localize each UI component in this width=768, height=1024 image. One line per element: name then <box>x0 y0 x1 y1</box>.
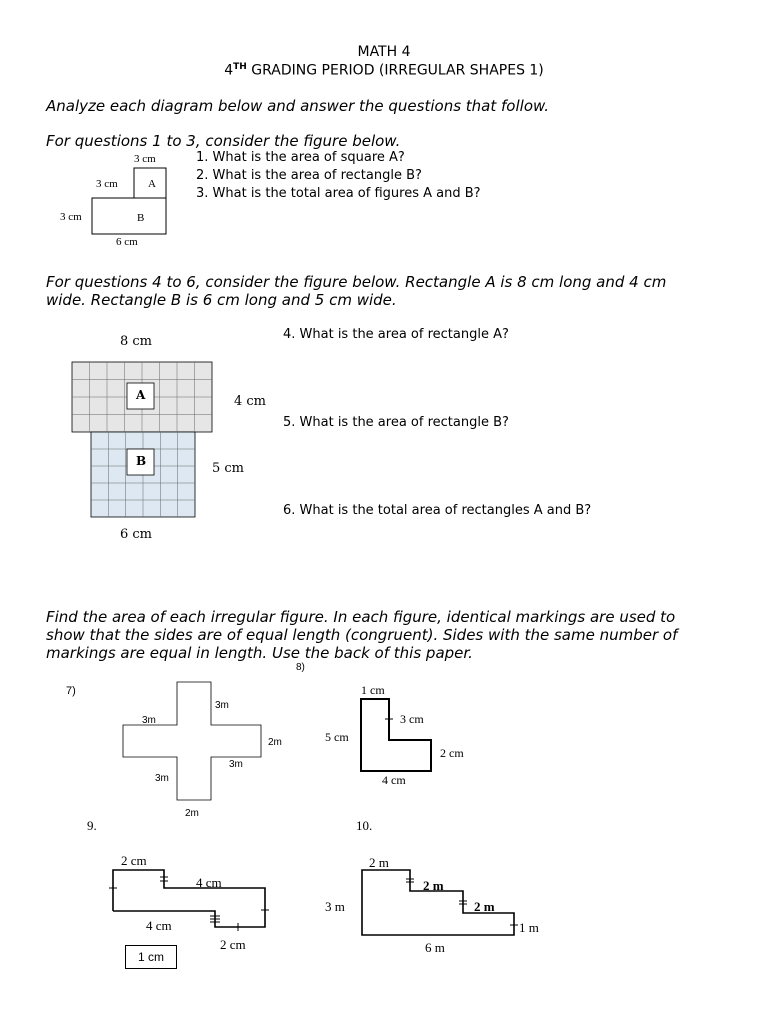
fig10-label-right: 1 m <box>519 920 539 935</box>
figure-9 <box>100 860 280 945</box>
question-3: 3. What is the total area of figures A and B? <box>196 186 481 201</box>
fig2-label-top: 8 cm <box>120 334 153 349</box>
fig9-box-label: 1 cm <box>125 945 177 969</box>
fig10-number: 10. <box>356 818 373 833</box>
figure-8 <box>355 695 445 775</box>
header-rest: GRADING PERIOD (IRREGULAR SHAPES 1) <box>246 62 544 79</box>
fig1-label-top: 3 cm <box>134 153 156 165</box>
fig7-label-5: 3m <box>155 773 169 784</box>
header-sup: TH <box>233 62 247 72</box>
find-instruction-3: markings are equal in length. Use the back of this paper. <box>46 644 473 662</box>
header-line1: MATH 4 <box>357 44 411 60</box>
find-instruction-1: Find the area of each irregular figure. In each figure, identical markings are used to <box>46 608 676 626</box>
fig9-label-top: 2 cm <box>121 853 147 868</box>
fig9-ticks <box>109 877 269 931</box>
fig8-label-bottom: 4 cm <box>382 773 406 787</box>
analyze-instruction: Analyze each diagram below and answer the questions that follow. <box>46 97 550 115</box>
fig2-label-bottom: 6 cm <box>120 527 153 542</box>
fig9-label-mid: 4 cm <box>196 875 222 890</box>
fig7-number: 7) <box>66 685 76 697</box>
fig9-number: 9. <box>87 818 97 833</box>
fig7-label-4: 3m <box>229 759 243 770</box>
question-1: 1. What is the area of square A? <box>196 150 405 165</box>
q1-3-intro: For questions 1 to 3, consider the figure below. <box>46 132 401 150</box>
fig1-label-b: B <box>137 212 145 224</box>
find-instruction-2: show that the sides are of equal length (congruent). Sides with the same number of <box>46 626 678 644</box>
figure-7 <box>118 680 268 805</box>
fig7-cross <box>123 682 261 800</box>
fig8-shape <box>361 699 431 771</box>
question-4: 4. What is the area of rectangle A? <box>283 327 509 342</box>
fig8-label-left: 5 cm <box>325 730 349 744</box>
fig1-label-left-a: 3 cm <box>96 178 118 190</box>
figure-10 <box>355 865 530 945</box>
fig7-label-3: 2m <box>268 737 282 748</box>
figure-1 <box>55 150 195 250</box>
q4-6-intro-2: wide. Rectangle B is 6 cm long and 5 cm wide. <box>46 291 397 309</box>
fig2-label-right-a: 4 cm <box>234 394 267 409</box>
fig8-label-inner: 3 cm <box>400 712 424 726</box>
fig9-label-bottom: 2 cm <box>220 937 246 952</box>
fig9-shape <box>113 870 265 927</box>
fig7-label-1: 3m <box>215 700 229 711</box>
q4-6-intro-1: For questions 4 to 6, consider the figure below. Rectangle A is 8 cm long and 4 cm <box>46 273 667 291</box>
fig1-label-a: A <box>148 178 156 190</box>
fig2-label-b: B <box>136 454 147 468</box>
fig2-label-right-b: 5 cm <box>212 461 245 476</box>
question-2: 2. What is the area of rectangle B? <box>196 168 422 183</box>
question-6: 6. What is the total area of rectangles A and B? <box>283 503 592 518</box>
fig10-label-bottom: 6 m <box>425 940 445 955</box>
fig7-label-2: 3m <box>142 715 156 726</box>
fig1-label-left-b: 3 cm <box>60 211 82 223</box>
figure-2 <box>70 360 220 520</box>
fig9-label-lower: 4 cm <box>146 918 172 933</box>
header-num: 4 <box>224 62 234 79</box>
fig8-label-right: 2 cm <box>440 746 464 760</box>
fig8-label-top: 1 cm <box>361 683 385 697</box>
fig10-label-step2: 2 m <box>474 899 495 914</box>
fig1-rect-b <box>92 198 166 234</box>
fig10-label-left: 3 m <box>325 899 345 914</box>
header-line2 <box>0 62 768 79</box>
fig1-label-bottom: 6 cm <box>116 236 138 248</box>
fig7-label-6: 2m <box>185 808 199 819</box>
fig10-label-top: 2 m <box>369 855 389 870</box>
fig8-number: 8) <box>296 662 305 673</box>
question-5: 5. What is the area of rectangle B? <box>283 415 509 430</box>
fig10-label-step1: 2 m <box>423 878 444 893</box>
fig2-label-a: A <box>136 388 146 402</box>
